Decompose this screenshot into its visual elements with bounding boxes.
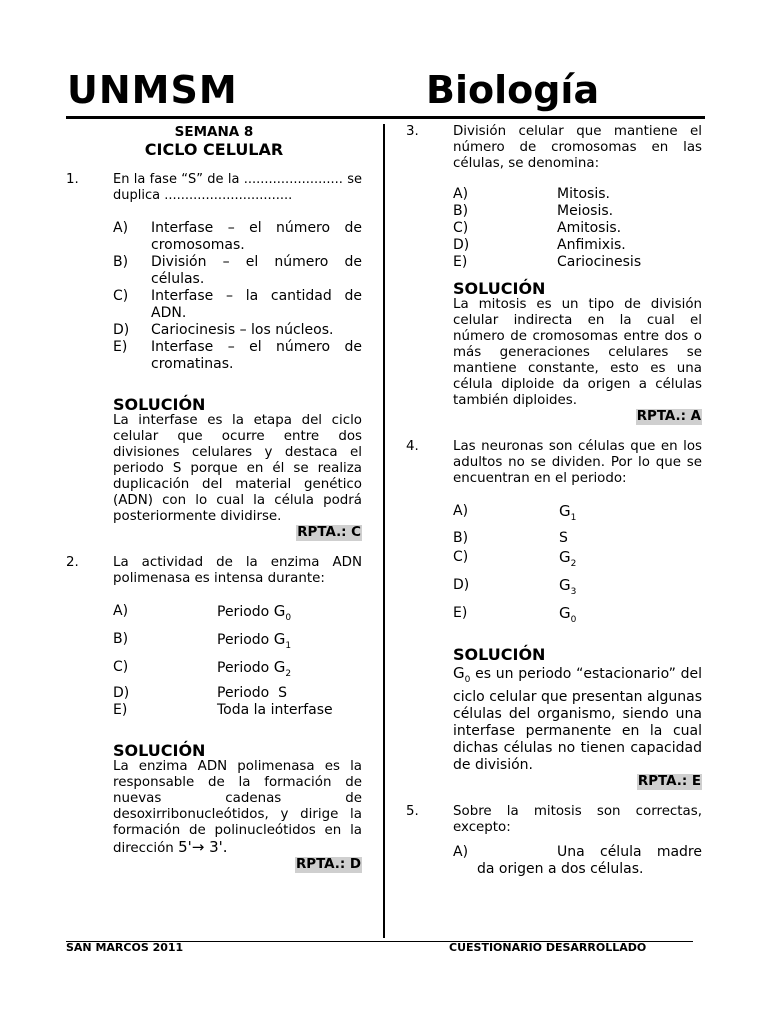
question-4	[406, 439, 702, 487]
q3-options	[453, 186, 702, 271]
q1-answer: RPTA.: C	[297, 525, 361, 540]
option-d: D) $G_3$	[453, 576, 577, 597]
question-text: Sobre la mitosis son correctas, excepto:	[453, 804, 702, 835]
option-e: E) Toda la interfase	[113, 702, 333, 718]
option-a: A) Periodo $G_0$	[113, 602, 292, 623]
option-c: C) Periodo $G_2$	[113, 658, 292, 679]
q1-options	[113, 220, 362, 373]
q3-solution: La mitosis es un tipo de división celular indirecta en la cual el número de cromosomas entre dos o más generaciones celulares se mantiene constante, esto es una célula diploide da origen a células también diploides.	[453, 297, 702, 408]
question-1	[66, 172, 362, 204]
week-title: SEMANA 8	[174, 124, 254, 140]
header-rule	[66, 116, 705, 119]
q1-solution: La interfase es la etapa del ciclo celular que ocurre entre dos divisiones celulares y destaca el periodo S porque en él se realiza duplicación del material genético (ADN) con lo cual la célula podrá posteriormente dividirse.	[113, 413, 362, 524]
option-b: B) Periodo $G_1$	[113, 630, 292, 651]
option-e: E) Cariocinesis	[453, 254, 642, 270]
q2-solution: La enzima ADN polimenasa es la responsable de la formación de nuevas cadenas de desoxirribonucleótidos, y dirige la formación de polinucleótidos en la dirección 5'→ 3'.	[113, 759, 362, 856]
option-a: A) $G_1$	[453, 502, 577, 523]
option-c: C) Interfase – la cantidad de ADN.	[113, 288, 362, 321]
option-e: E) $G_0$	[453, 604, 577, 625]
footer-left: SAN MARCOS 2011	[66, 941, 184, 954]
q2-answer: RPTA.: D	[295, 857, 361, 872]
option-b: B) Meiosis.	[453, 203, 614, 219]
option-d: D) Cariocinesis – los núcleos.	[113, 322, 334, 338]
option-c: C) Amitosis.	[453, 220, 622, 236]
solution-heading: SOLUCIÓN	[453, 279, 546, 298]
q2-direction: 5'→ 3'.	[178, 838, 228, 856]
solution-heading: SOLUCIÓN	[113, 741, 206, 760]
option-d: D) Anfimixis.	[453, 237, 626, 253]
option-b: B) S	[453, 530, 568, 546]
question-text: División celular que mantiene el número de cromosomas en las células, se denomina:	[453, 124, 702, 171]
question-number: 1.	[66, 172, 79, 187]
question-text: Las neuronas son células que en los adultos no se dividen. Por lo que se encuentran en el periodo:	[453, 439, 702, 486]
question-number: 2.	[66, 555, 79, 570]
left-column	[66, 124, 362, 873]
right-column	[406, 124, 702, 878]
q3-answer: RPTA.: A	[636, 409, 701, 424]
question-text: En la fase “S” de la ........................ se duplica ...............................	[113, 172, 362, 203]
q4-solution: $G_0$ es un periodo “estacionario” del ciclo celular que presentan algunas células del organismo, siendo una interfase permanente en la cual dichas células no tienen capacidad de división.	[453, 664, 702, 773]
column-divider	[383, 124, 385, 938]
question-2	[66, 555, 362, 587]
topic-title: CICLO CELULAR	[144, 140, 284, 159]
option-a: A) Una célula madre da origen a dos células.	[453, 844, 702, 877]
q4-answer: RPTA.: E	[637, 774, 701, 789]
option-b: B) División – el número de células.	[113, 254, 362, 287]
question-5	[406, 804, 702, 836]
q2-options	[113, 601, 362, 719]
q4-options	[453, 501, 702, 631]
footer-right: CUESTIONARIO DESARROLLADO	[449, 941, 647, 954]
question-number: 4.	[406, 439, 419, 454]
header-subject: Biología	[426, 68, 600, 112]
option-d: D) Periodo S	[113, 685, 288, 701]
solution-heading: SOLUCIÓN	[113, 395, 206, 414]
solution-heading: SOLUCIÓN	[453, 645, 546, 664]
option-e: E) Interfase – el número de cromatinas.	[113, 339, 362, 372]
question-number: 3.	[406, 124, 419, 139]
option-a: A) Interfase – el número de cromosomas.	[113, 220, 362, 253]
question-3	[406, 124, 702, 172]
option-c: C) $G_2$	[453, 548, 577, 569]
header-course: UNMSM	[67, 68, 238, 112]
option-a: A) Mitosis.	[453, 186, 610, 202]
question-number: 5.	[406, 804, 419, 819]
question-text: La actividad de la enzima ADN polimenasa es intensa durante:	[113, 555, 362, 586]
q5-options	[453, 844, 702, 878]
